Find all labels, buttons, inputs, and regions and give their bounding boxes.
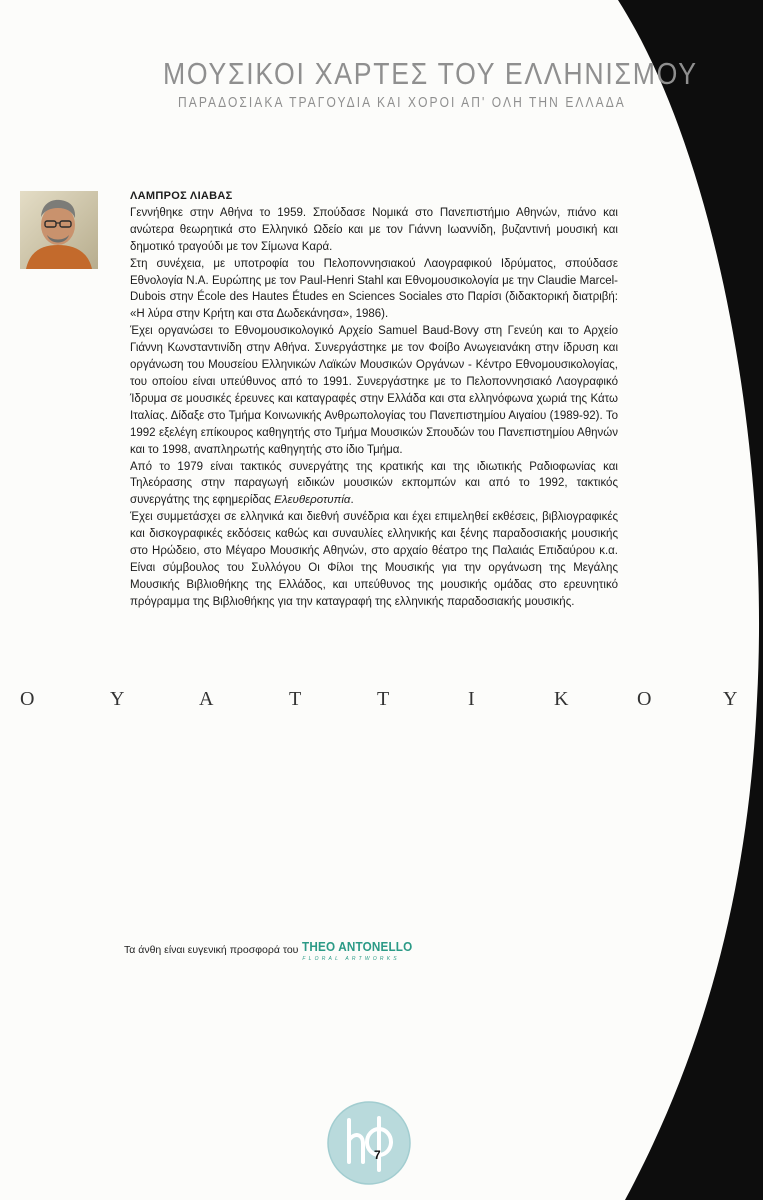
spaced-letter: Υ (110, 688, 125, 710)
biography (130, 188, 618, 611)
bio-paragraph-4 (130, 459, 618, 510)
author-name: ΛΑΜΠΡΟΣ ΛΙΑΒΑΣ (130, 190, 233, 202)
page-title: ΜΟΥΣΙΚΟΙ ΧΑΡΤΕΣ ΤΟΥ ΕΛΛΗΝΙΣΜΟΥ (163, 56, 698, 91)
spaced-letter: Υ (723, 688, 738, 710)
page-subtitle: ΠΑΡΑΔΟΣΙΑΚΑ ΤΡΑΓΟΥΔΙΑ ΚΑΙ ΧΟΡΟΙ ΑΠ' ΟΛΗ ΤΗΝ ΕΛΛΑΔΑ (178, 94, 626, 111)
header (128, 56, 698, 112)
sponsor-logo (302, 941, 425, 965)
spaced-letter: Ι (468, 688, 475, 710)
author-photo (20, 191, 98, 269)
sponsor-tagline: FLORAL ARTWORKS (302, 956, 400, 962)
spaced-word (0, 688, 763, 718)
sponsor-credit (124, 939, 425, 965)
spaced-letter: Κ (554, 688, 569, 710)
credit-text: Τα άνθη είναι ευγενική προσφορά του (124, 944, 299, 956)
spaced-letter: Τ (377, 688, 390, 710)
page-number: 7 (374, 1148, 381, 1162)
bio-paragraph-3: Έχει οργανώσει το Εθνομουσικολογικό Αρχείο Samuel Baud-Bovy στη Γενεύη και το Αρχείο Γιάννη Κωνσταντινίδη στην Αθήνα. Συνεργάστηκε με τον Φοίβο Ανωγειανάκη στην ίδρυση και οργάνωση του Μουσείου Ελληνικών Λαϊκών Μουσικών Οργάνων - Κέντρο Εθνομουσικολογίας, του οποίου είναι υπεύθυνος από το 1991. Συνεργάστηκε με το Πελοποννησιακό Λαογραφικό Ίδρυμα σε μουσικές έρευνες και καταγραφές στην Ελλάδα και στα ελληνόφωνα χωριά της Κάτω Ιταλίας. Δίδαξε στο Τμήμα Κοινωνικής Ανθρωπολογίας του Πανεπιστημίου Αιγαίου (1989-92). Το 1992 εξελέγη επίκουρος καθηγητής στο Τμήμα Μουσικών Σπουδών του Πανεπιστημίου Αθηνών και το 1998, αναπληρωτής καθηγητής στο ίδιο Τμήμα. (130, 325, 618, 456)
newspaper-name: Ελευθεροτυπία (274, 494, 351, 507)
bio-paragraph-2: Στη συνέχεια, με υποτροφία του Πελοποννησιακού Λαογραφικού Ιδρύματος, σπούδασε Εθνολογία Ν.Α. Ευρώπης με τον Paul-Henri Stahl και Εθνομουσικολογία με την Claudie Marcel-Dubois στην École des Hautes Études en Sciences Sociales στο Παρίσι (διδακτορική διατριβή: «Η λύρα στην Κρήτη και στα Δωδεκάνησα», 1986). (130, 257, 618, 321)
sponsor-name: THEO ANTONELLO (302, 939, 413, 954)
spaced-letter: Ο (20, 688, 35, 710)
spaced-letter: Ο (637, 688, 652, 710)
spaced-letter: Α (199, 688, 214, 710)
spaced-letter: Τ (289, 688, 302, 710)
bio-paragraph-4-end: . (350, 494, 354, 507)
emblem-icon (327, 1100, 411, 1186)
bio-paragraph-5: Έχει συμμετάσχει σε ελληνικά και διεθνή συνέδρια και έχει επιμεληθεί εκθέσεις, βιβλιογραφικές και δισκογραφικές εκδόσεις καθώς και συναυλίες ελληνικής και ξένης παραδοσιακής μουσικής στο Ηρώδειο, στο Μέγαρο Μουσικής Αθηνών, στο αρχαίο θέατρο της Παλαιάς Επιδαύρου κ.α. Είναι σύμβουλος του Συλλόγου Οι Φίλοι της Μουσικής για την οργάνωση της Μεγάλης Μουσικής Βιβλιοθήκης της Ελλάδος, και υπεύθυνος της μουσικής ομάδας στο ερευνητικό πρόγραμμα της Βιβλιοθήκης για την καταγραφή της ελληνικής παραδοσιακής μουσικής. (130, 511, 618, 608)
bio-paragraph-4-text: Από το 1979 είναι τακτικός συνεργάτης της κρατικής και της ιδιωτικής Ραδιοφωνίας και Τηλεόρασης στην παραγωγή ειδικών μουσικών εκπομπών και από το 1992, τακτικός συνεργάτης της εφημερίδας (130, 460, 618, 507)
bio-paragraph-1: Γεννήθηκε στην Αθήνα το 1959. Σπούδασε Νομικά στο Πανεπιστήμιο Αθηνών, πιάνο και ανώτερα θεωρητικά στο Ελληνικό Ωδείο και με τον Γιάννη Ιωαννίδη, βυζαντινή μουσική και δημοτικό τραγούδι με τον Σίμωνα Καρά. (130, 206, 618, 253)
